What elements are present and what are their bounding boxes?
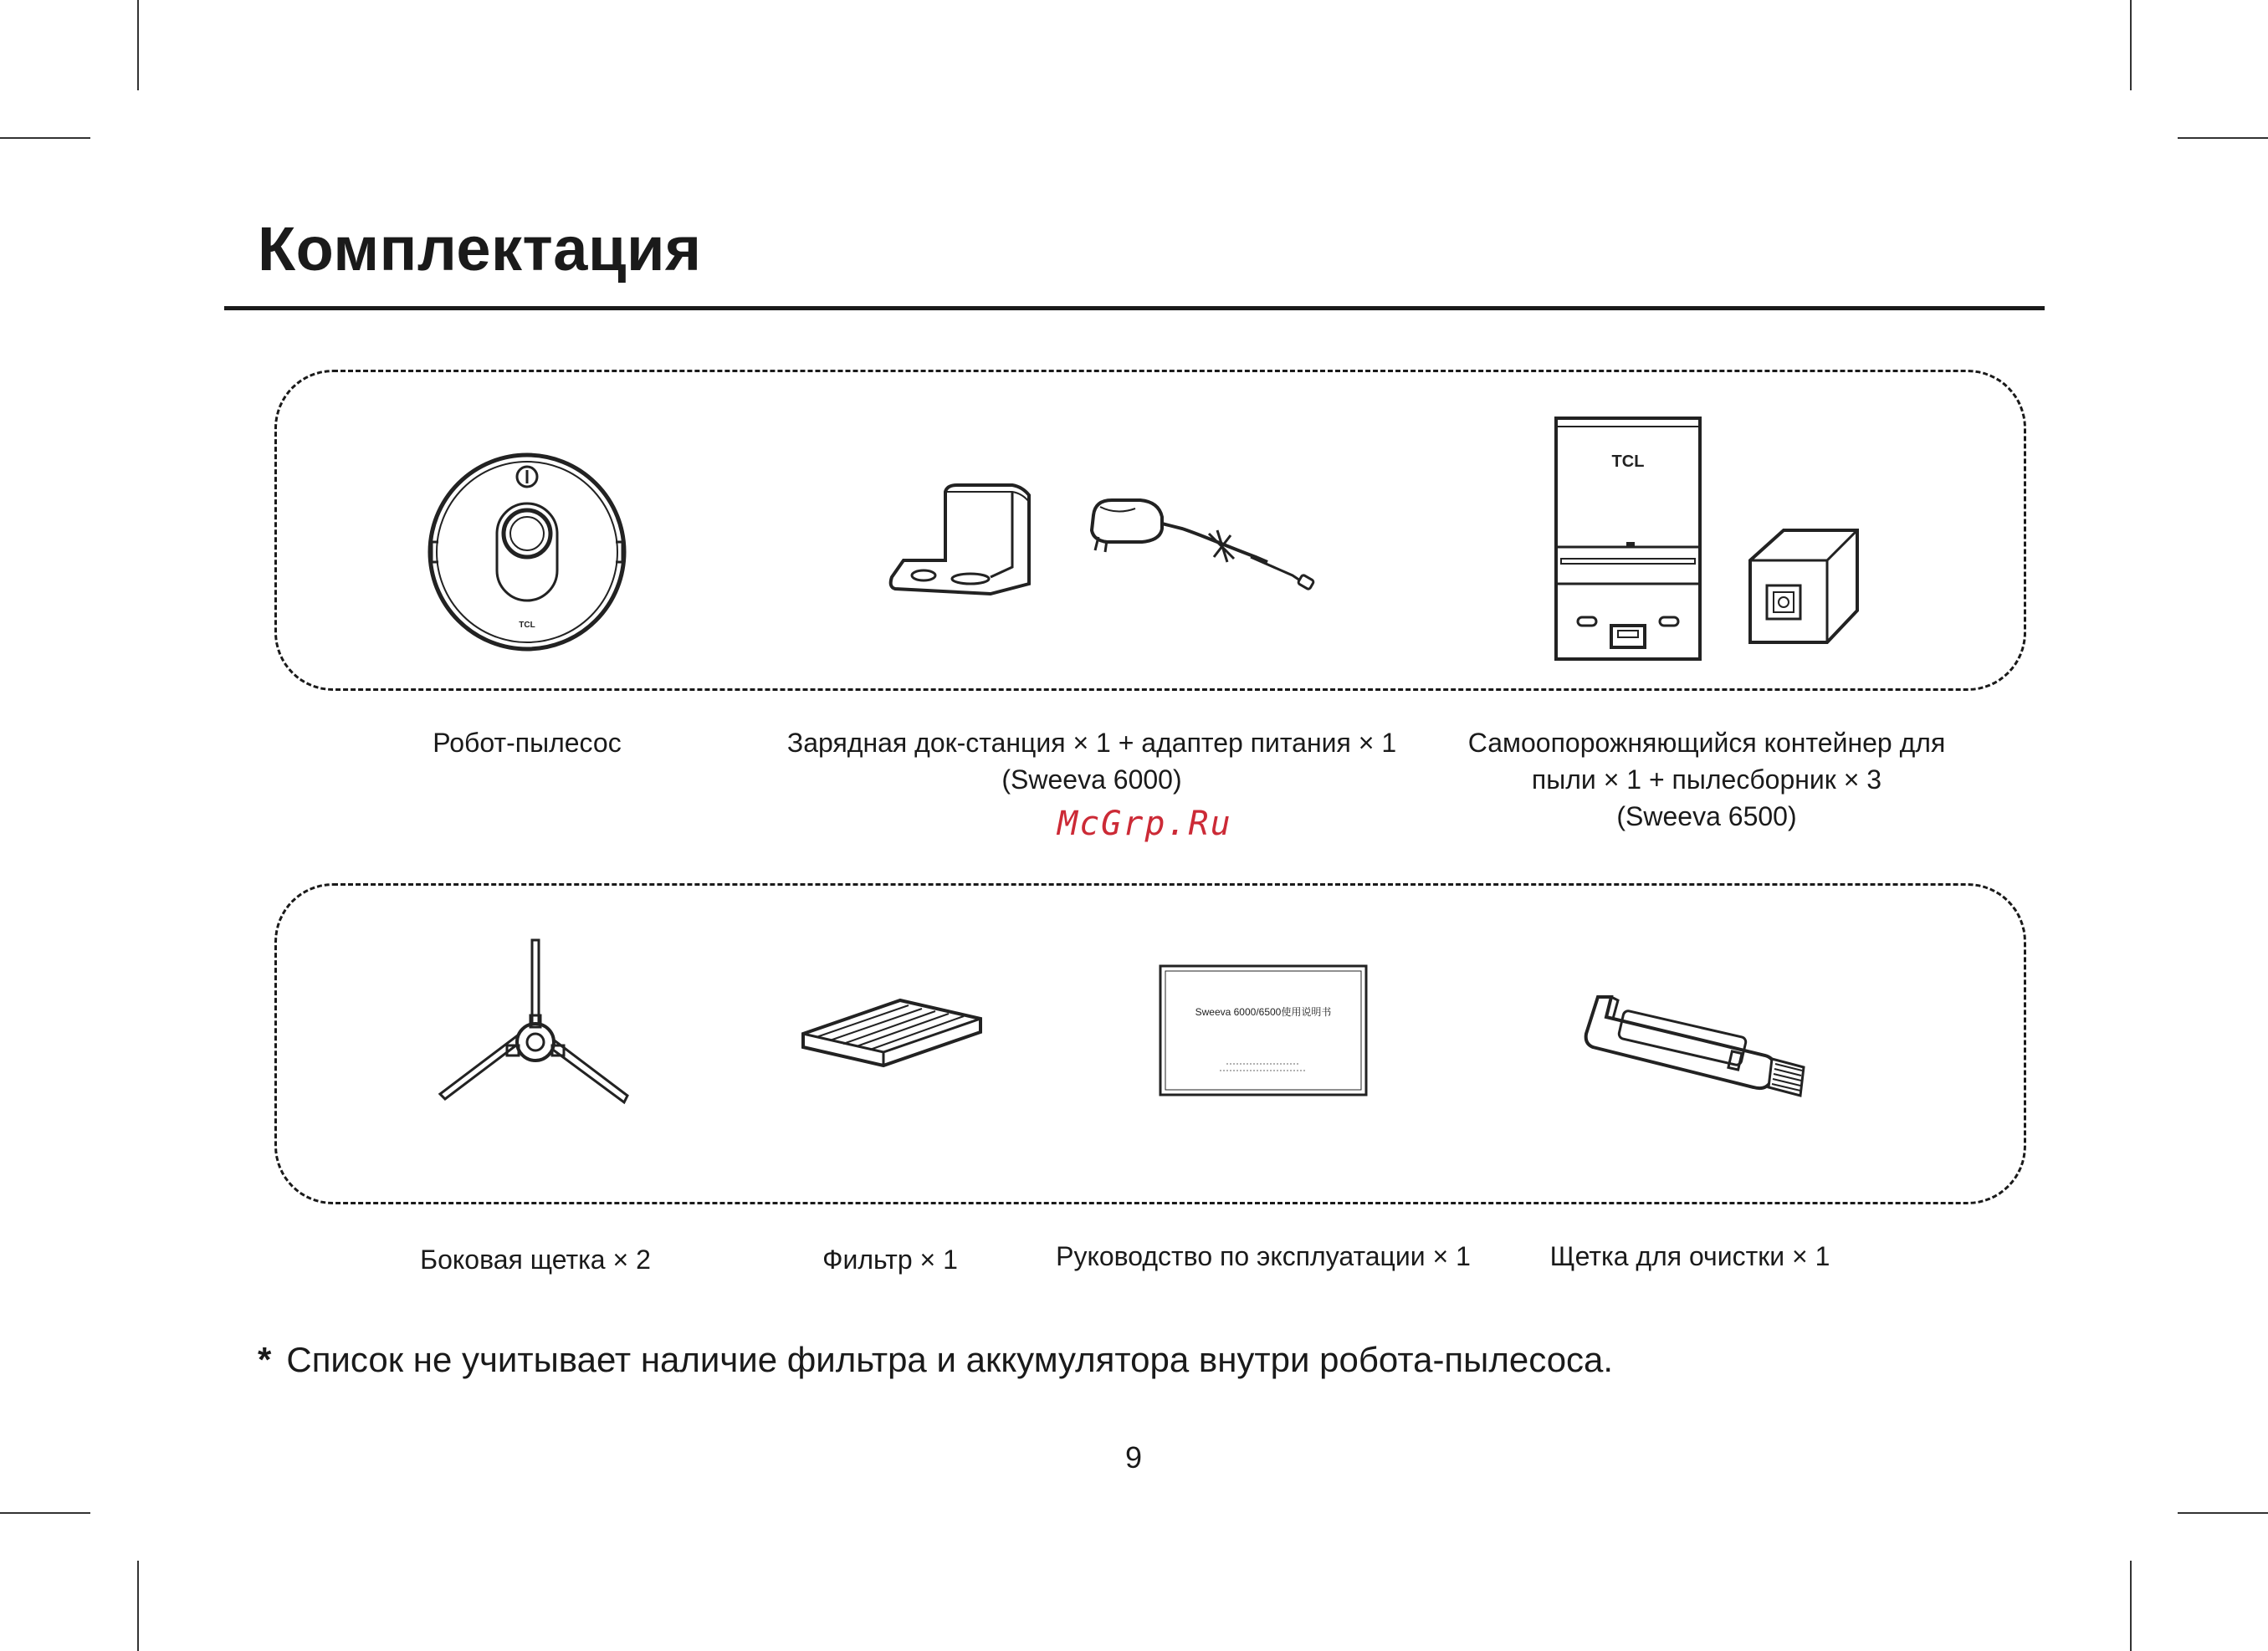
dust-bag-illustration [1747,527,1861,647]
cleaning-brush-illustration [1581,992,1815,1101]
watermark: McGrp.Ru [1057,805,1232,843]
dock-adapter-label [770,724,1414,798]
crop-mark [2130,1561,2132,1651]
charging-dock-illustration [887,483,1037,601]
filter-illustration [800,995,984,1079]
side-brush-illustration [435,935,636,1111]
crop-mark [2178,137,2268,139]
footnote-marker: * [258,1340,272,1379]
manual-illustration [1158,964,1369,1097]
footnote-text: Список не учитывает наличие фильтра и аккумулятора внутри робота-пылесоса. [286,1340,1614,1379]
manual-cover-title: Sweeva 6000/6500使用说明书 [1195,1006,1332,1018]
dust-container-illustration [1553,417,1703,661]
page-title: Комплектация [258,214,702,284]
side-brush-label: Боковая щетка × 2 [420,1245,651,1275]
dock-label-line1: Зарядная док-станция × 1 + адаптер питания × 1 [786,728,1397,758]
robot-logo-text: TCL [519,621,535,630]
filter-label: Фильтр × 1 [822,1245,958,1275]
container-label-line3: (Sweeva 6500) [1616,801,1797,831]
robot-vacuum-label: Робот-пылесос [433,728,622,758]
crop-mark [137,1561,139,1651]
container-logo-text: TCL [1611,452,1645,471]
crop-mark [2130,0,2132,90]
crop-mark [137,0,139,90]
dust-container-label [1439,724,1974,835]
page-number: 9 [1124,1440,1143,1475]
dock-label-line2: (Sweeva 6000) [1001,764,1182,795]
footnote [258,1340,1613,1380]
crop-mark [0,1512,90,1514]
crop-mark [0,137,90,139]
container-label-line2: пыли × 1 + пылесборник × 3 [1531,764,1882,795]
title-underline [224,306,2045,310]
manual-label: Руководство по эксплуатации × 1 [1056,1241,1471,1271]
cleaning-brush-label: Щетка для очистки × 1 [1549,1241,1830,1271]
robot-vacuum-illustration [427,452,627,652]
container-label-line1: Самоопорожняющийся контейнер для [1467,728,1946,758]
crop-mark [2178,1512,2268,1514]
power-adapter-illustration [1083,495,1318,604]
